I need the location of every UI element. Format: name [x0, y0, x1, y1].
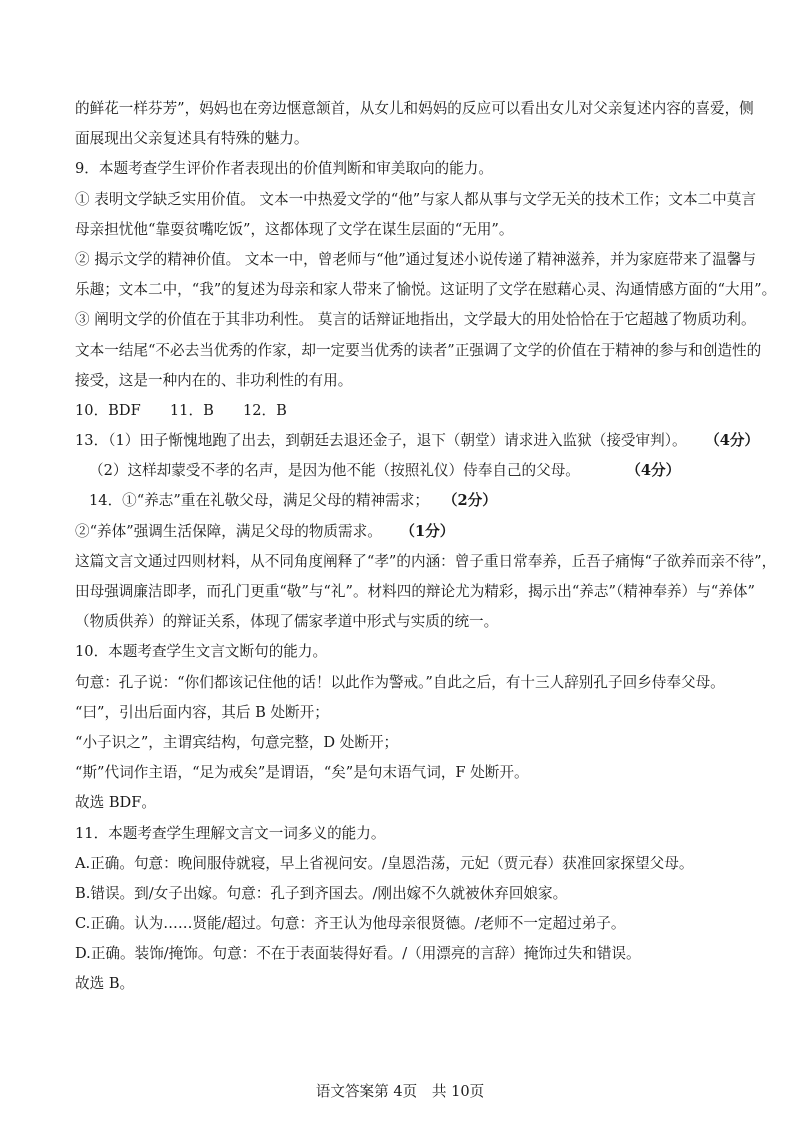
text-line: 面展现出父亲复述具有特殊的魅力。 [75, 130, 309, 148]
text-line: 田母强调廉洁即孝，而孔门更重“敬”与“礼”。材料四的辩论尤为精彩，揭示出“养志”（精神奉养）与“养体” [75, 583, 755, 600]
score-label: （4分） [626, 462, 681, 480]
answer-page [75, 94, 777, 1000]
text-line: “斯”代词作主语，“足为戒矣”是谓语，“矣”是句末语气词，F 处断开。 [75, 764, 529, 782]
text-line: 故选 B。 [75, 975, 135, 993]
text-line: “小子识之”，主谓宾结构，句意完整，D 处断开； [75, 733, 399, 751]
page-footer: 语文答案第 4页 共 10页 [315, 1083, 485, 1100]
answer-text: （2）这样却蒙受不孝的名声，是因为他不能（按照礼仪）侍奉自己的父母。 [89, 462, 580, 480]
question-10-heading: 10．本题考查学生文言文断句的能力。 [75, 643, 328, 661]
question-13-part-2 [75, 456, 735, 486]
text-line: 乐趣；文本二中，“我”的复述为母亲和家人带来了愉悦。这证明了文学在慰藉心灵、沟通情感方面的“大用”。 [75, 281, 777, 299]
option-b: B.错误。到/女子出嫁。句意：孔子到齐国去。/刚出嫁不久就被休弃回娘家。 [75, 884, 568, 902]
text-line: 句意：孔子说：“你们都该记住他的话！以此作为警戒。”自此之后，有十三人辞别孔子回乡侍奉父母。 [75, 673, 725, 691]
text-line: 文本一结尾“不必去当优秀的作家，却一定要当优秀的读者”正强调了文学的价值在于精神的参与和创造性的 [75, 341, 762, 359]
text-line: 的鲜花一样芬芳”，妈妈也在旁边惬意颔首，从女儿和妈妈的反应可以看出女儿对父亲复述内容的喜爱，侧 [75, 100, 754, 117]
answer-text: ②“养体”强调生活保障，满足父母的物质需求。 [75, 522, 382, 540]
question-9-heading: 9．本题考查学生评价作者表现出的价值判断和审美取向的能力。 [75, 160, 493, 178]
answer-text: 14．①“养志”重在礼敬父母，满足父母的精神需求； [89, 492, 429, 510]
score-label: （1分） [400, 522, 455, 540]
text-line: 故选 BDF。 [75, 794, 156, 812]
text-line: 母亲担忧他“靠耍贫嘴吃饭”，这都体现了文学在谋生层面的“无用”。 [75, 220, 514, 238]
score-label: （4分） [705, 432, 760, 450]
text-line: 接受，这是一种内在的、非功利性的有用。 [75, 371, 353, 389]
text-line: ① 表明文学缺乏实用价值。 文本一中热爱文学的“他”与家人都从事与文学无关的技术工作；文本二中莫言 [75, 190, 756, 208]
text-line: ② 揭示文学的精神价值。 文本一中，曾老师与“他”通过复述小说传递了精神滋养，并为家庭带来了温馨与 [75, 250, 756, 268]
question-14-part-2 [75, 517, 735, 547]
question-13-part-1 [75, 426, 760, 456]
text-line: 这篇文言文通过四则材料，从不同角度阐释了“孝”的内涵：曾子重日常奉养，丘吾子痛悔“子欲养而亲不待”， [75, 552, 777, 570]
question-14-part-1 [75, 486, 735, 516]
option-c: C.正确。认为……贤能/超过。句意：齐王认为他母亲很贤德。/老师不一定超过弟子。 [75, 915, 626, 933]
answer-key-10-12: 10．BDF 11．B 12．B [75, 401, 287, 419]
answer-text: 13．（1）田子惭愧地跑了出去，到朝廷去退还金子，退下（朝堂）请求进入监狱（接受审判）。 [75, 432, 687, 450]
text-line: （物质供养）的辩证关系，体现了儒家孝道中形式与实质的统一。 [75, 613, 499, 631]
question-11-heading: 11．本题考查学生理解文言文一词多义的能力。 [75, 824, 386, 842]
text-line: ③ 阐明文学的价值在于其非功利性。 莫言的话辩证地指出，文学最大的用处恰恰在于它超越了物质功利。 [75, 311, 756, 329]
option-d: D.正确。装饰/掩饰。句意：不在于表面装得好看。/（用漂亮的言辞）掩饰过失和错误。 [75, 945, 641, 963]
text-line: “曰”，引出后面内容，其后 B 处断开； [75, 703, 329, 721]
option-a: A.正确。句意：晚间服侍就寝，早上省视问安。/皇恩浩荡，元妃（贾元春）获准回家探望父母。 [75, 854, 694, 872]
score-label: （2分） [442, 492, 497, 510]
